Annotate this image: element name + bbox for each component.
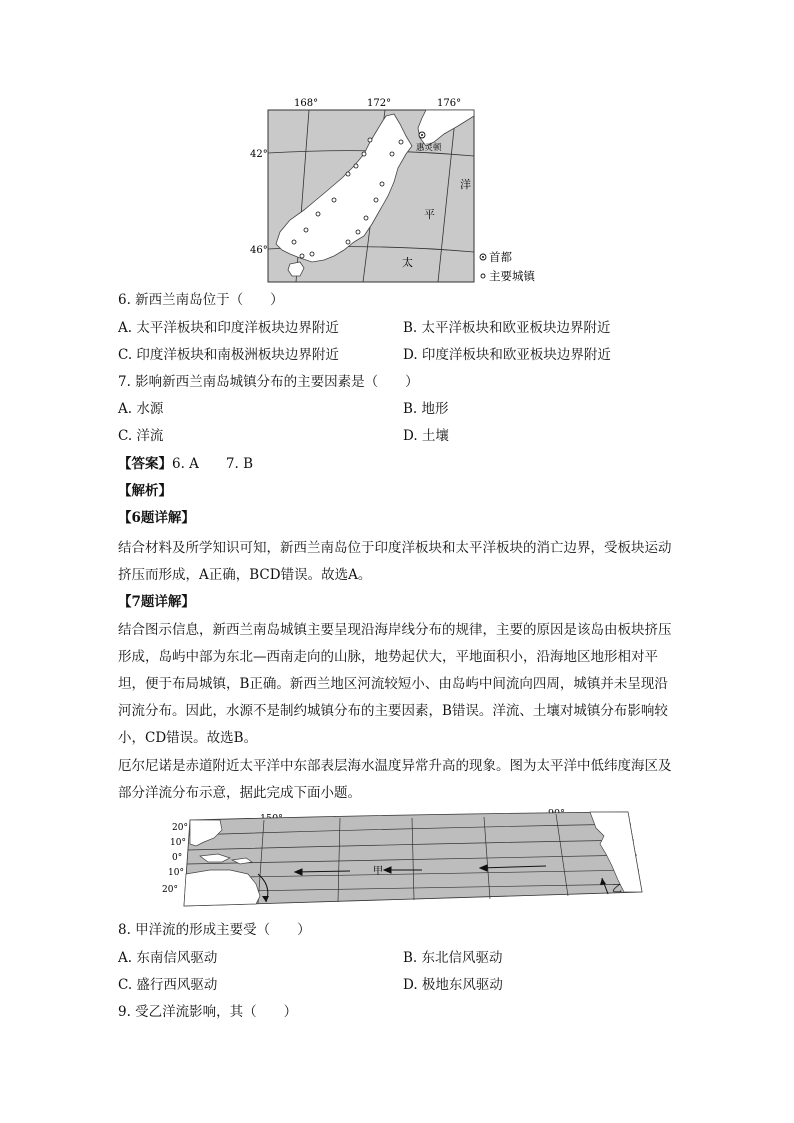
town-marker xyxy=(304,228,308,232)
q6-stem: 6. 新西兰南岛位于（ ） xyxy=(118,292,284,308)
town-marker xyxy=(399,140,403,144)
town-marker xyxy=(368,138,372,142)
answer-line xyxy=(118,454,253,474)
map1-lat-label: 42° xyxy=(250,149,268,160)
q6-option-b: B. 太平洋板块和欧亚板块边界附近 xyxy=(403,320,611,336)
australia-land xyxy=(184,870,260,906)
legend-town-icon xyxy=(481,274,485,278)
q7-option-d: D. 土壤 xyxy=(403,428,449,444)
answer-label: 【答案】 xyxy=(118,456,172,472)
current-yi-label: 乙 xyxy=(612,884,622,895)
current-jia-label: 甲 xyxy=(373,866,383,877)
town-marker xyxy=(346,240,350,244)
ocean-label-yang: 洋 xyxy=(460,178,471,191)
map2-lat-label: 10° xyxy=(168,868,184,878)
map2-lat-label: 10° xyxy=(170,838,186,848)
town-marker xyxy=(362,152,366,156)
detail-6-label: 【6题详解】 xyxy=(118,510,195,526)
new-zealand-map xyxy=(250,92,560,287)
q8-option-c: C. 盛行西风驱动 xyxy=(118,977,218,993)
town-marker xyxy=(374,198,378,202)
q7-stem: 7. 影响新西兰南岛城镇分布的主要因素是（ ） xyxy=(118,374,419,390)
legend-capital-label: 首都 xyxy=(489,250,512,264)
detail-6-text: 结合材料及所学知识可知，新西兰南岛位于印度洋板块和太平洋板块的消亡边界，受板块运动挤压而形成，A正确，BCD错误。故选A。 xyxy=(118,540,672,583)
town-marker xyxy=(332,198,336,202)
pacific-currents-map xyxy=(160,808,650,914)
q7-option-b: B. 地形 xyxy=(403,401,449,417)
detail-7-text: 结合图示信息，新西兰南岛城镇主要呈现沿海岸线分布的规律，主要的原因是该岛由板块挤压形成，岛屿中部为东北—西南走向的山脉，地势起伏大，平地面积小，沿海地区地形相对平坦，便于布局城镇，B正确。新西兰地区河流较短小、由岛屿中间流向四周，城镇并未呈现沿河流分布。因此，水源不是制约城镇分布的主要因素，B错误。洋流、土壤对城镇分布影响较小，CD错误。故选B。 xyxy=(118,622,672,746)
analysis-label: 【解析】 xyxy=(118,483,172,499)
town-marker xyxy=(316,212,320,216)
town-marker xyxy=(380,182,384,186)
q7-option-a: A. 水源 xyxy=(118,401,164,417)
capital-marker-dot xyxy=(421,134,423,136)
map2-lat-label: 20° xyxy=(172,823,188,833)
q8-option-d: D. 极地东风驱动 xyxy=(403,977,503,993)
ocean-label-tai: 太 xyxy=(402,256,413,269)
town-marker xyxy=(356,230,360,234)
town-marker xyxy=(300,254,304,258)
q7-option-c: C. 洋流 xyxy=(118,428,164,444)
map1-lon-label: 172° xyxy=(367,98,392,109)
legend-capital-icon-dot xyxy=(482,256,484,258)
wellington-label: 惠灵顿 xyxy=(416,143,442,153)
town-marker xyxy=(292,240,296,244)
town-marker xyxy=(390,152,394,156)
map1-lat-label: 46° xyxy=(250,245,268,256)
map1-lon-label: 176° xyxy=(437,98,462,109)
town-marker xyxy=(310,252,314,256)
legend-town-label: 主要城镇 xyxy=(489,269,535,283)
q6-option-a: A. 太平洋板块和印度洋板块边界附近 xyxy=(118,320,339,336)
town-marker xyxy=(346,172,350,176)
q8-stem: 8. 甲洋流的形成主要受（ ） xyxy=(118,922,311,938)
detail-7-label: 【7题详解】 xyxy=(118,594,195,610)
answer-text: 6. A 7. B xyxy=(172,456,254,472)
el-nino-intro: 厄尔尼诺是赤道附近太平洋中东部表层海水温度异常升高的现象。图为太平洋中低纬度海区及部分洋流分布示意，据此完成下面小题。 xyxy=(118,758,672,801)
map2-lat-label: 20° xyxy=(162,885,178,895)
ocean-label-ping: 平 xyxy=(424,208,435,221)
town-marker xyxy=(354,164,358,168)
q6-option-d: D. 印度洋板块和欧亚板块边界附近 xyxy=(403,347,611,363)
q8-option-a: A. 东南信风驱动 xyxy=(118,950,218,966)
q8-option-b: B. 东北信风驱动 xyxy=(403,950,503,966)
map2-lat-label: 0° xyxy=(172,853,183,863)
town-marker xyxy=(364,216,368,220)
map1-lon-label: 168° xyxy=(294,98,319,109)
q6-option-c: C. 印度洋板块和南极洲板块边界附近 xyxy=(118,347,339,363)
q9-stem: 9. 受乙洋流影响，其（ ） xyxy=(118,1004,298,1020)
